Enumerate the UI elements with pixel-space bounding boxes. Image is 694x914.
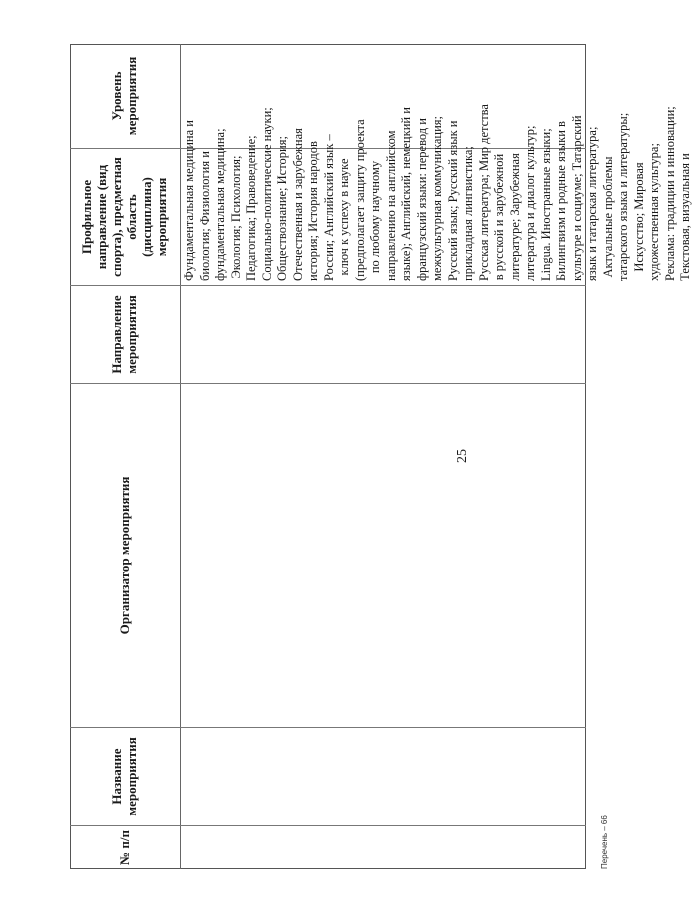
header-profile: Профильное направление (вид спорта), предметная область (дисциплина) мероприятия bbox=[79, 157, 169, 277]
profile-line: в русской и зарубежной bbox=[492, 153, 506, 281]
profile-line: Русский язык; Русский язык и bbox=[445, 120, 460, 281]
profile-line: Фундаментальная медицина и bbox=[182, 120, 196, 281]
header-cell-level bbox=[70, 44, 180, 148]
header-cell-direction bbox=[70, 285, 180, 383]
profile-line: Текстовая, визуальная и bbox=[678, 153, 692, 281]
cell-organizer bbox=[180, 383, 586, 727]
profile-line: язык и татарская литература; bbox=[585, 126, 599, 281]
profile-line: Педагогика; Правоведение; bbox=[244, 135, 258, 281]
header-organizer: Организатор мероприятия bbox=[116, 476, 132, 635]
profile-line: (предполагает защиту проекта bbox=[352, 119, 367, 281]
profile-line: французский языки: перевод и bbox=[414, 118, 429, 281]
profile-line: России; Английский язык – bbox=[321, 134, 336, 281]
profile-line: Lingua. Иностранные языки; bbox=[538, 128, 553, 281]
profile-line: культуре и социуме; Татарский bbox=[569, 115, 584, 281]
profile-disciplines-list bbox=[182, 104, 694, 281]
cell-level bbox=[180, 44, 586, 148]
profile-line: по любому научному bbox=[368, 160, 382, 274]
cell-num bbox=[180, 825, 586, 869]
cell-profile bbox=[180, 104, 692, 285]
profile-line: Искусство; Мировая bbox=[631, 162, 646, 272]
header-direction: Направление мероприятия bbox=[109, 295, 139, 374]
header-cell-organizer bbox=[70, 383, 180, 727]
header-cell-name bbox=[70, 727, 180, 825]
profile-line: Реклама: традиции и инновации; bbox=[662, 106, 677, 281]
profile-line: биология; Физиология и bbox=[197, 151, 212, 281]
table-header-row bbox=[70, 44, 181, 869]
header-cell-profile bbox=[70, 148, 180, 285]
profile-line: Экология; Психология; bbox=[228, 155, 243, 279]
profile-line: художественная культура; bbox=[647, 143, 661, 281]
profile-line: Русская литература; Мир детства bbox=[476, 104, 491, 281]
profile-line: Социально-политические науки; bbox=[259, 107, 274, 281]
profile-line: фундаментальная медицина; bbox=[213, 128, 227, 281]
header-level: Уровень мероприятия bbox=[109, 56, 139, 136]
profile-line: литературе; Зарубежная bbox=[507, 153, 522, 281]
profile-line: Обществознание; История; bbox=[275, 136, 289, 281]
header-num: № п/п bbox=[116, 830, 132, 865]
profile-line: история; История народов bbox=[306, 141, 320, 281]
profile-line: межкультурная коммуникация; bbox=[430, 116, 444, 281]
profile-line: Отечественная и зарубежная bbox=[290, 128, 305, 281]
profile-line: ключ к успеху в науке bbox=[337, 158, 351, 276]
profile-line: татарского языка и литературы; bbox=[616, 112, 630, 281]
profile-line: языке); Английский, немецкий и bbox=[399, 107, 413, 281]
page-number: 25 bbox=[455, 449, 470, 463]
profile-line: направлению на английском bbox=[383, 130, 398, 281]
profile-line: литература и диалог культур; bbox=[523, 125, 537, 281]
footer-note: Перечень – 66 bbox=[600, 815, 609, 869]
profile-line: Актуальные проблемы bbox=[600, 156, 615, 278]
profile-line: Билингвизм и родные языки в bbox=[554, 121, 568, 281]
cell-name bbox=[180, 727, 586, 825]
header-name: Название мероприятия bbox=[109, 737, 139, 816]
header-cell-num bbox=[70, 825, 180, 869]
profile-line: прикладная лингвистика; bbox=[461, 146, 475, 281]
cell-direction bbox=[180, 285, 586, 383]
